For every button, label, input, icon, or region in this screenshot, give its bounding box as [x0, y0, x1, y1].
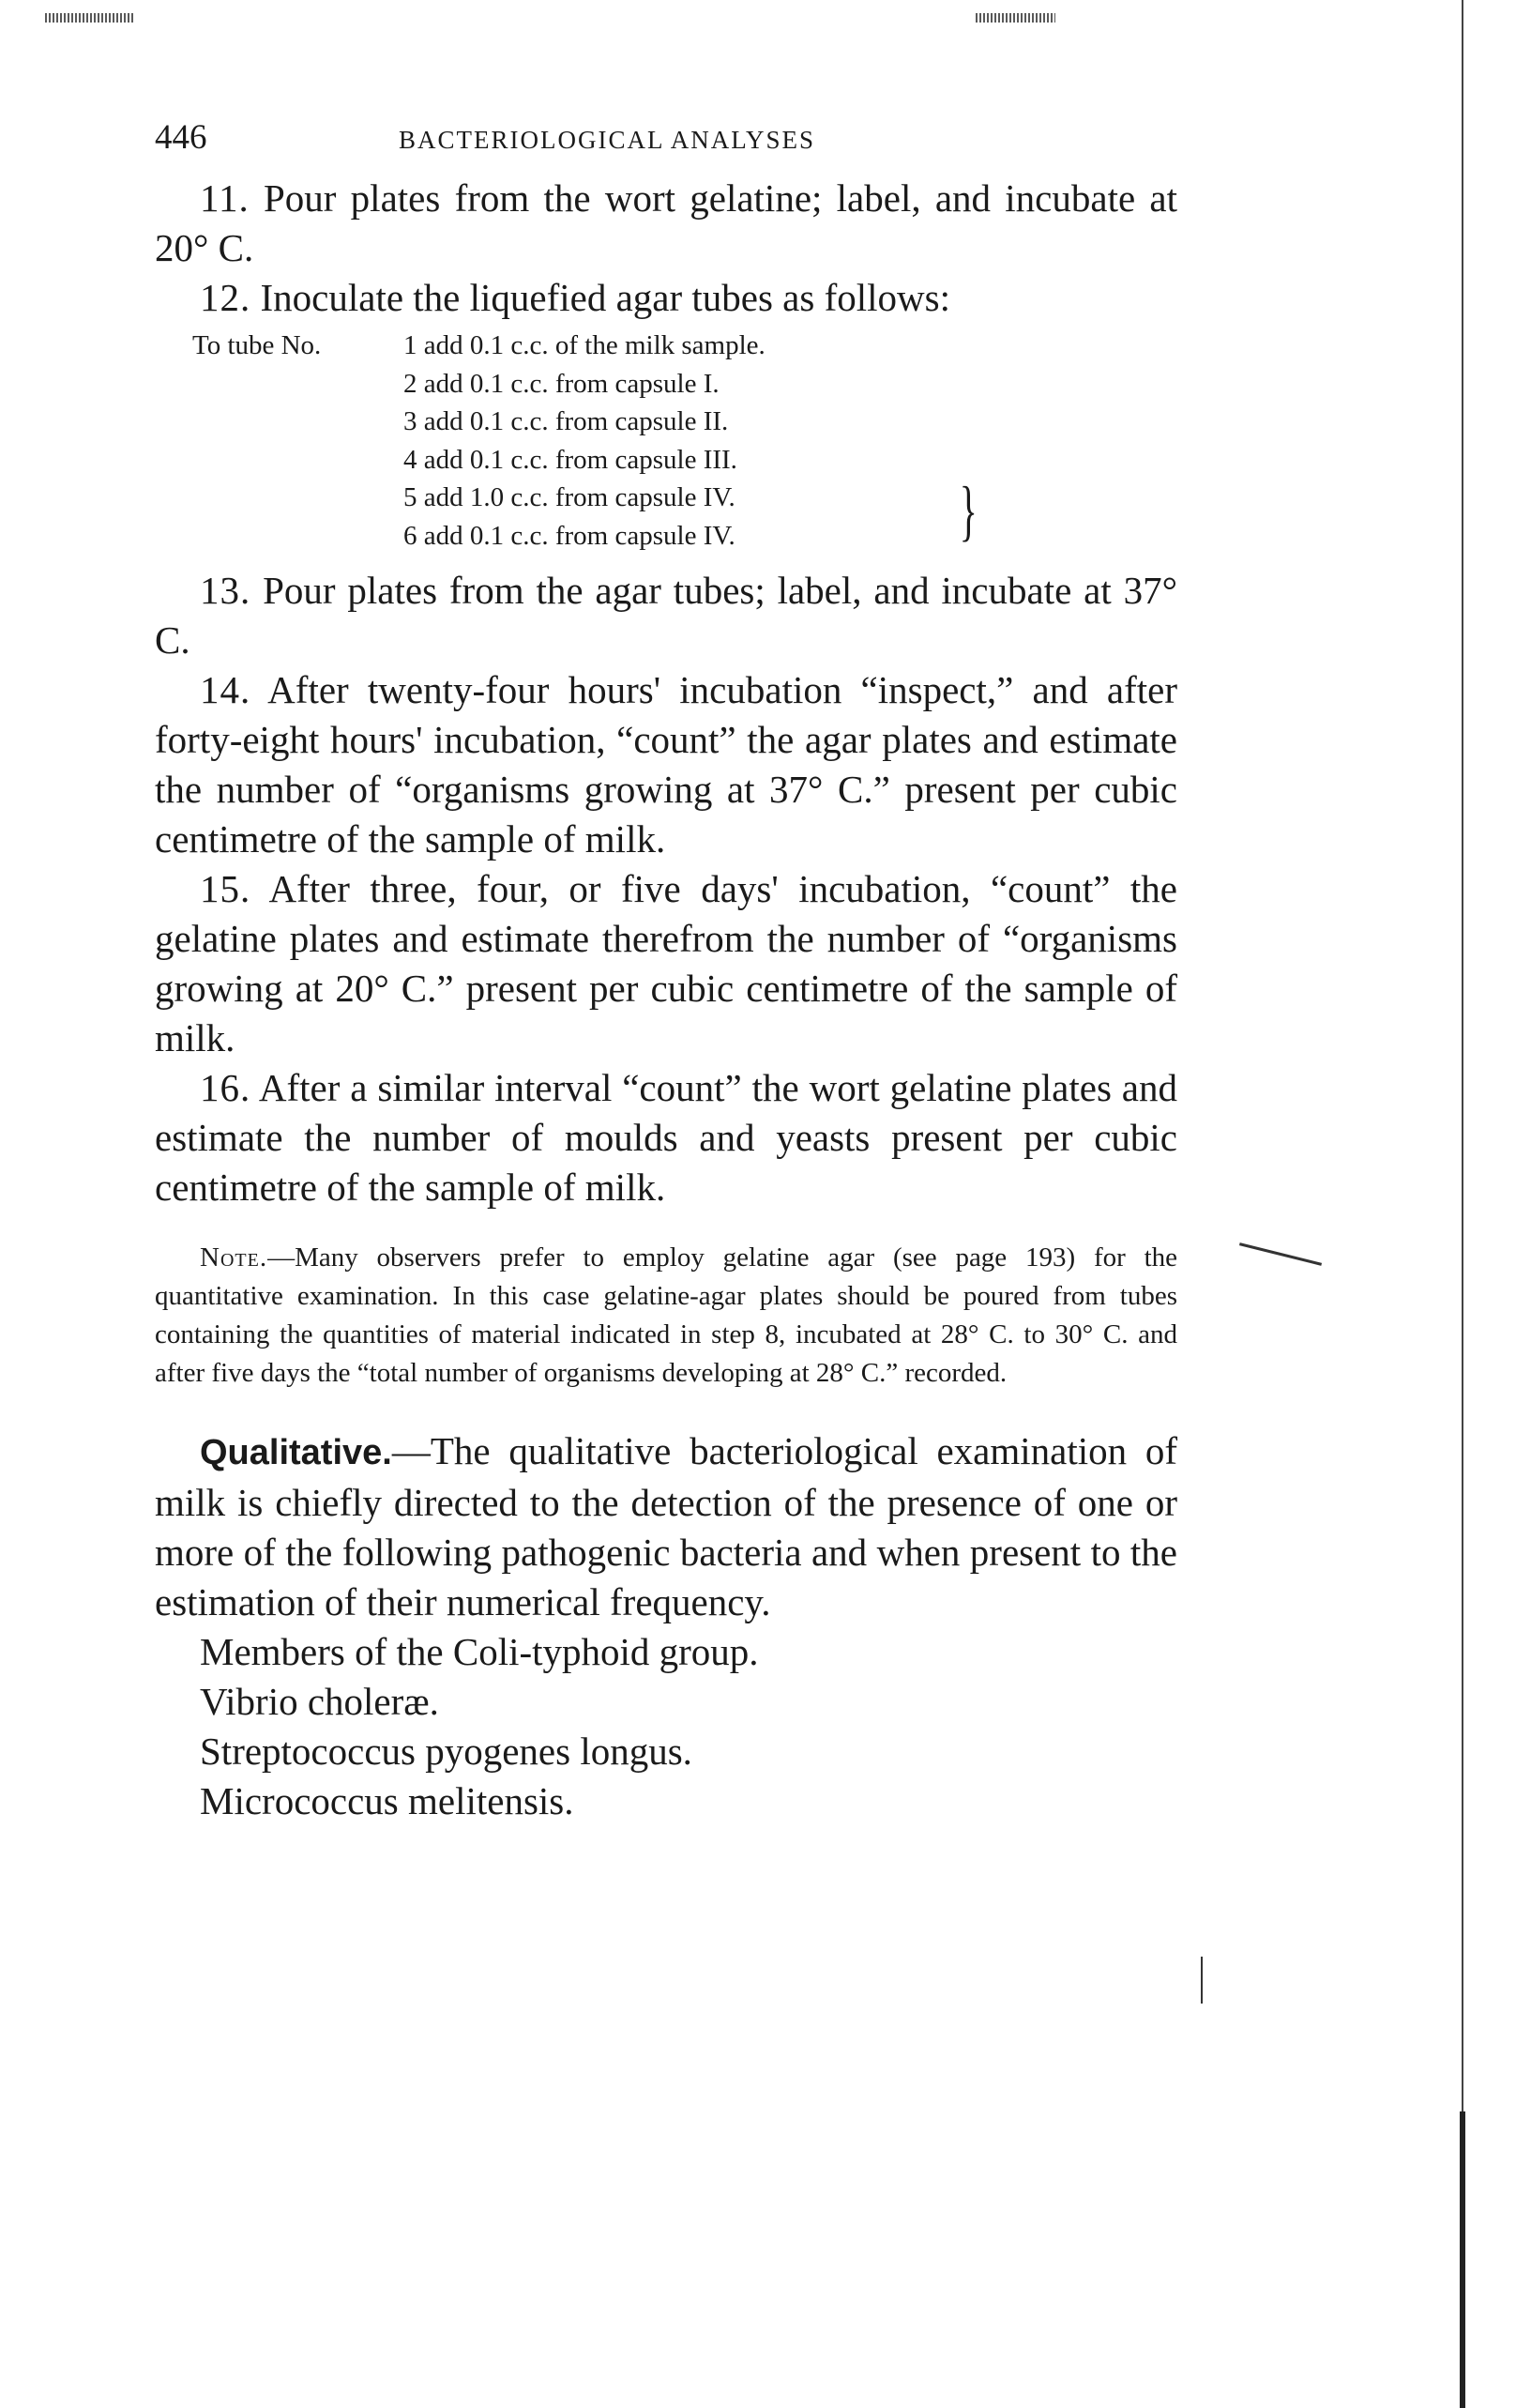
- tube-entry: 1 add 0.1 c.c. of the milk sample.: [403, 330, 766, 360]
- stray-tick: [1201, 1957, 1203, 2004]
- tube-row: [192, 479, 1177, 517]
- qualitative-paragraph: [155, 1426, 1177, 1627]
- step-text: After three, four, or five days' incubation, “count” the gelatine plates and estimate therefrom the number of “organisms growing at 20° C.” present per cubic centimetre of the sample of milk.: [155, 867, 1177, 1059]
- tube-row: [192, 365, 1177, 404]
- step-12: [155, 273, 1177, 323]
- step-number: 13.: [200, 569, 251, 612]
- step-14: [155, 665, 1177, 864]
- organism-item: Members of the Coli-typhoid group.: [200, 1630, 759, 1673]
- step-number: 15.: [200, 867, 251, 910]
- tube-entry: 3 add 0.1 c.c. from capsule II.: [403, 406, 729, 436]
- step-text: After twenty-four hours' incubation “inspect,” and after forty-eight hours' incubation, “count” the agar plates and estimate the number of “organisms growing at 37° C.” present per cubic centimetre of the sample of milk.: [155, 668, 1177, 861]
- tube-row: [192, 403, 1177, 441]
- organism-item: Vibrio choleræ.: [200, 1680, 439, 1723]
- step-text: After a similar interval “count” the wort gelatine plates and estimate the number of moulds and yeasts present per cubic centimetre of the sample of milk.: [155, 1066, 1177, 1209]
- note-paragraph: [155, 1239, 1177, 1393]
- step-number: 14.: [200, 668, 251, 711]
- page-body: [155, 117, 1177, 1826]
- step-13: [155, 566, 1177, 665]
- scan-artifact-left: [45, 13, 134, 23]
- step-11: [155, 174, 1177, 273]
- tube-list: [192, 327, 1177, 555]
- tube-entry: 4 add 0.1 c.c. from capsule III.: [403, 444, 737, 475]
- tube-prefix: To tube No.: [192, 330, 322, 360]
- tube-row: [192, 517, 1177, 556]
- organism-list: [200, 1627, 1177, 1826]
- stray-mark: [1239, 1242, 1322, 1266]
- running-head: [155, 117, 1177, 174]
- step-text: Inoculate the liquefied agar tubes as follows:: [250, 276, 950, 319]
- page-edge-line: [1462, 0, 1463, 2408]
- tube-entry: 2 add 0.1 c.c. from capsule I.: [403, 368, 720, 399]
- qualitative-heading: Qualitative.: [200, 1433, 392, 1472]
- tube-entry: 5 add 1.0 c.c. from capsule IV.: [403, 482, 735, 512]
- page-edge-bar: [1460, 2111, 1465, 2408]
- qualitative-text: —The qualitative bacteriological examination of milk is chiefly directed to the detection of the presence of one or more of the following pathogenic bacteria and when present to the estimation of their numerical frequency.: [155, 1429, 1177, 1623]
- step-15: [155, 864, 1177, 1063]
- page-number: 446: [155, 118, 207, 157]
- header-title: BACTERIOLOGICAL ANALYSES: [399, 126, 816, 154]
- note-text: —Many observers prefer to employ gelatine agar (see page 193) for the quantitative examination. In this case gelatine-agar plates should be poured from tubes containing the quantities of material indicated in step 8, incubated at 28° C. to 30° C. and after five days the “total number of organisms developing at 28° C.” recorded.: [155, 1242, 1177, 1388]
- brace-icon: }: [959, 473, 978, 548]
- tube-row: [192, 327, 1177, 365]
- note-label: Note.: [200, 1242, 268, 1273]
- step-number: 12.: [200, 276, 251, 319]
- step-16: [155, 1063, 1177, 1212]
- step-text: Pour plates from the agar tubes; label, and incubate at 37° C.: [155, 569, 1177, 662]
- step-number: 16.: [200, 1066, 251, 1109]
- scan-artifact-right: [976, 13, 1055, 23]
- step-text: Pour plates from the wort gelatine; label, and incubate at 20° C.: [155, 176, 1177, 269]
- organism-item: Streptococcus pyogenes longus.: [200, 1730, 692, 1773]
- tube-row: [192, 441, 1177, 480]
- tube-entry: 6 add 0.1 c.c. from capsule IV.: [403, 520, 735, 551]
- organism-item: Micrococcus melitensis.: [200, 1779, 574, 1822]
- step-number: 11.: [200, 176, 250, 220]
